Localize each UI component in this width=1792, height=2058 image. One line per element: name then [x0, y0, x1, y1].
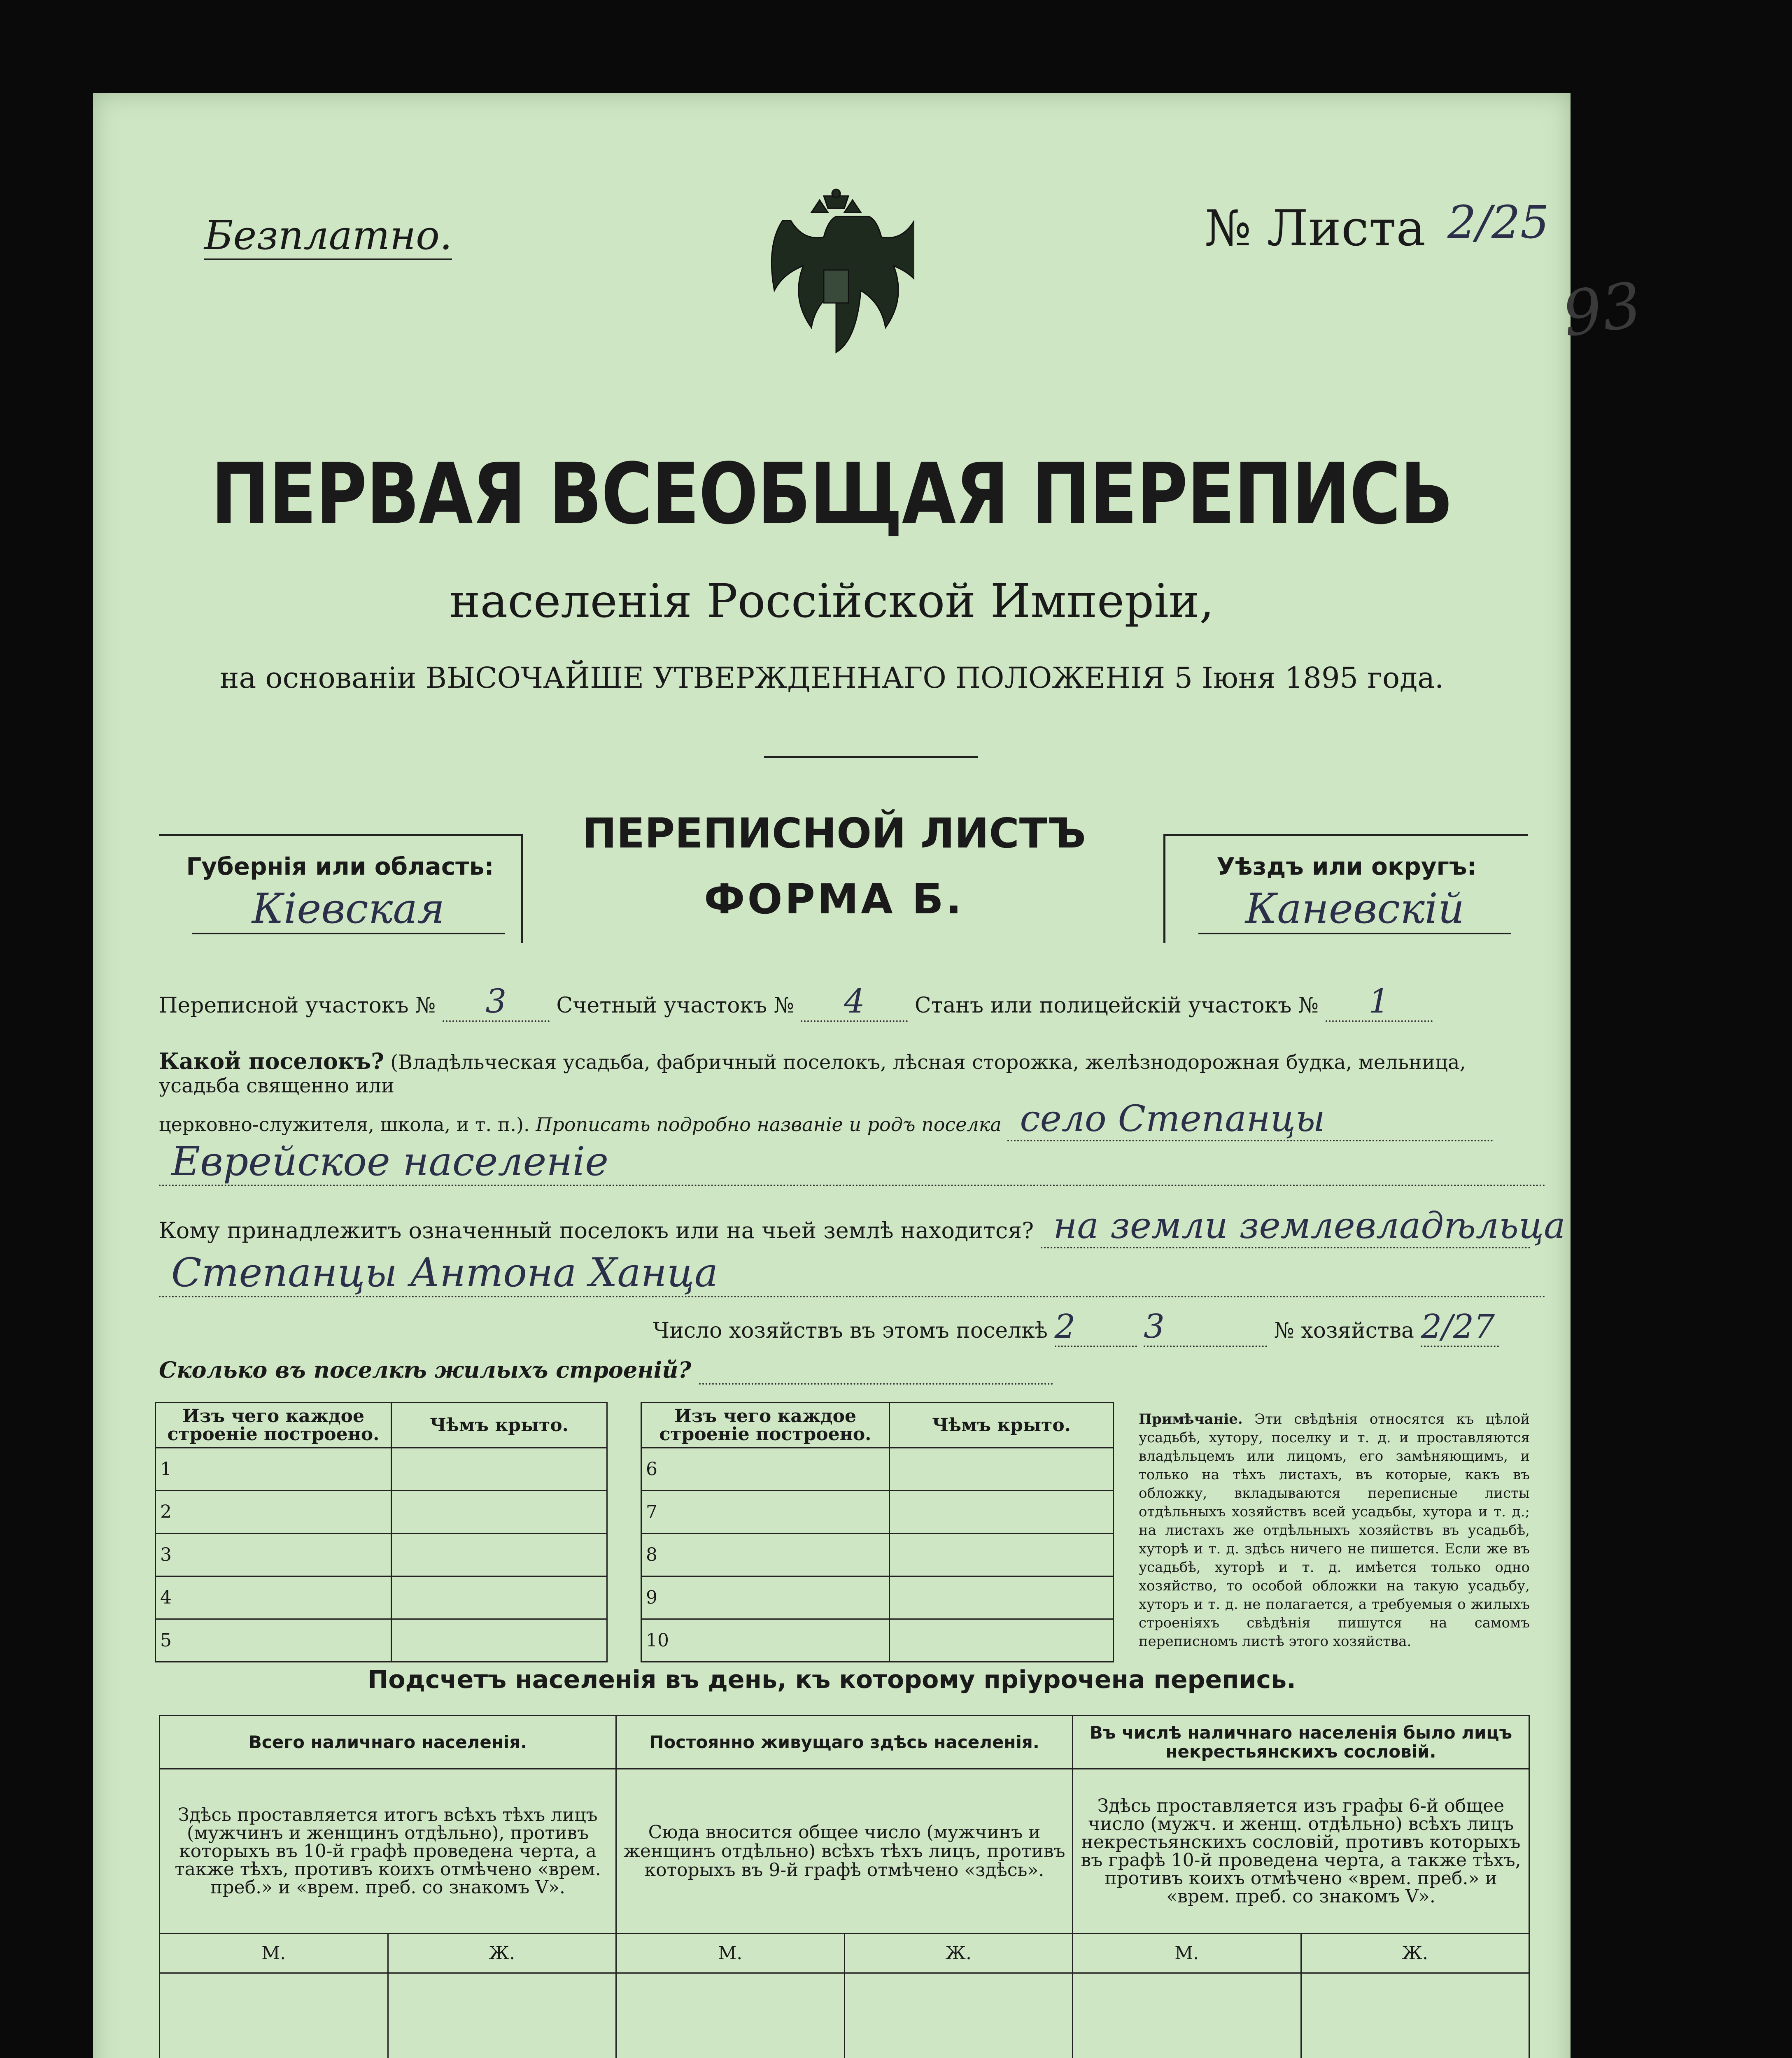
- owner-line: [159, 1204, 1566, 1248]
- col-roof: Чѣмъ крыто.: [391, 1403, 607, 1448]
- main-title: ПЕРВАЯ ВСЕОБЩАЯ ПЕРЕПИСЬ: [211, 445, 1453, 543]
- buildings-table-left: [155, 1402, 608, 1662]
- row-num: 10: [641, 1619, 890, 1662]
- household-no-label: № хозяйства: [1274, 1318, 1414, 1343]
- zh-header: Ж.: [1301, 1934, 1529, 1973]
- households-label: Число хозяйствъ въ этомъ поселкѣ: [653, 1318, 1048, 1343]
- household-no-value: 2/27: [1421, 1307, 1499, 1347]
- uezd-label: Уѣздъ или округъ:: [1216, 852, 1477, 880]
- note-text: Эти свѣдѣнія относятся къ цѣлой усадьбѣ, хутору, поселку и т. д. и проставляются владѣльцемъ или лицомъ, его замѣняющимъ, и только на тѣхъ листахъ, въ которые, какъ въ обложку, вкладываются переписные листы отдѣльныхъ хозяйствъ всей усадьбы, хутора и т. д.; на листахъ же отдѣльныхъ хозяйствъ въ усадьбѣ, хуторѣ и т. д. здѣсь ничего не пишется. Если же въ усадьбѣ, хуторѣ и т. д. имѣется только одно хозяйство, то особой обложки на такую усадьбу, хуторъ и т. д. не полагается, а требуемыя о жилыхъ строеніяхъ свѣдѣнія пишутся на самомъ переписномъ листѣ этого хозяйства.: [1139, 1411, 1530, 1650]
- col-roof: Чѣмъ крыто.: [890, 1403, 1114, 1448]
- poselok-question: [159, 1048, 1542, 1097]
- zh-header: Ж.: [844, 1934, 1073, 1973]
- sheet-number-value: 2/25: [1447, 196, 1550, 249]
- form-name: ПЕРЕПИСНОЙ ЛИСТЪ: [582, 809, 1086, 857]
- note-block: [1139, 1410, 1530, 1651]
- perepis-uch-label: Переписной участокъ №: [159, 993, 436, 1018]
- gubernia-label: Губернія или область:: [186, 852, 494, 880]
- free-label: Безплатно.: [204, 212, 452, 260]
- gubernia-box: [159, 834, 523, 943]
- row-num: 8: [641, 1534, 890, 1576]
- households-value: 2: [1055, 1307, 1137, 1347]
- census-sheet: [93, 93, 1646, 2058]
- note-label: Примѣчаніе.: [1139, 1411, 1243, 1427]
- divider: [764, 756, 978, 758]
- buildings-q: Сколько въ поселкѣ жилыхъ строеній?: [159, 1357, 692, 1383]
- count-cell: [1301, 1973, 1529, 2058]
- owner-value-2: Степанцы Антона Ханца: [159, 1250, 1546, 1297]
- sheet-number-label: № Листа: [1205, 200, 1426, 257]
- poselok-hint-line: [159, 1097, 1542, 1141]
- col-material: Изъ чего каждое строеніе построено.: [156, 1403, 391, 1448]
- row-num: 5: [156, 1619, 391, 1662]
- row-num: 2: [156, 1491, 391, 1534]
- pencil-number: 93: [1558, 269, 1646, 351]
- households-line: [653, 1307, 1499, 1347]
- poselok-value-2: Еврейское населеніе: [159, 1138, 1546, 1186]
- c2-head: Постоянно живущаго здѣсь населенія.: [616, 1716, 1073, 1769]
- uezd-box: [1163, 834, 1528, 943]
- buildings-table-right: [641, 1402, 1114, 1662]
- gubernia-value: Кіевская: [192, 885, 505, 934]
- c2-text: Сюда вносится общее число (мужчинъ и женщинъ отдѣльно) всѣхъ тѣхъ лицъ, противъ которыхъ въ 9-й графѣ отмѣчено «здѣсь».: [616, 1769, 1073, 1934]
- households-value-2: 3: [1144, 1307, 1267, 1347]
- zh-header: Ж.: [388, 1934, 616, 1973]
- row-num: 9: [641, 1576, 890, 1619]
- col-material: Изъ чего каждое строеніе построено.: [641, 1403, 890, 1448]
- row-num: 3: [156, 1534, 391, 1576]
- row-num: 7: [641, 1491, 890, 1534]
- buildings-line: [159, 1357, 1053, 1385]
- poselok-value-1: село Степанцы: [1007, 1097, 1493, 1141]
- row-num: 1: [156, 1448, 391, 1491]
- row-num: 6: [641, 1448, 890, 1491]
- stan-value: 1: [1326, 982, 1433, 1022]
- districts-line: [159, 982, 1526, 1019]
- m-header: М.: [1073, 1934, 1301, 1973]
- poselok-q: Какой поселокъ?: [159, 1048, 384, 1074]
- basis-line: на основаніи ВЫСОЧАЙШЕ УТВЕРЖДЕННАГО ПОЛОЖЕНІЯ 5 Іюня 1895 года.: [219, 661, 1444, 695]
- count-heading: Подсчетъ населенія въ день, къ которому пріурочена перепись.: [368, 1665, 1296, 1694]
- count-cell: [160, 1973, 388, 2058]
- stan-label: Станъ или полицейскій участокъ №: [914, 993, 1319, 1018]
- c1-text: Здѣсь проставляется итогъ всѣхъ тѣхъ лицъ (мужчинъ и женщинъ отдѣльно), противъ которыхъ въ 10-й графѣ проведена черта, а также тѣхъ, противъ коихъ отмѣчено «врем. преб.» и «врем. преб. со знакомъ V».: [160, 1769, 616, 1934]
- c3-head: Въ числѣ наличнаго населенія было лицъ некрестьянскихъ сословій.: [1073, 1716, 1529, 1769]
- count-cell: [844, 1973, 1073, 2058]
- poselok-instr: Прописать подробно названіе и родъ поселка: [536, 1113, 1002, 1136]
- uezd-value: Каневскій: [1198, 885, 1511, 934]
- c3-text: Здѣсь проставляется изъ графы 6-й общее число (мужч. и женщ. отдѣльно) всѣхъ лицъ некрестьянскихъ сословій, противъ которыхъ въ графѣ 10-й проведена черта, а также тѣхъ, противъ коихъ отмѣчено «врем. преб.» и «врем. преб. со знакомъ V».: [1073, 1769, 1529, 1934]
- subtitle: населенія Россійской Имперіи,: [449, 575, 1214, 628]
- count-cell: [1073, 1973, 1301, 2058]
- perepis-uch-value: 3: [443, 982, 550, 1022]
- owner-value-1: на земли землевладѣльца: [1041, 1204, 1531, 1248]
- form-variant: ФОРМА Б.: [704, 875, 964, 923]
- poselok-hint2: церковно-служителя, школа, и т. п.).: [159, 1113, 530, 1136]
- count-cell: [616, 1973, 845, 2058]
- row-num: 4: [156, 1576, 391, 1619]
- m-header: М.: [160, 1934, 388, 1973]
- poselok-hint: (Владѣльческая усадьба, фабричный поселокъ, лѣсная сторожка, желѣзнодорожная будка, мельница, усадьба священно или: [159, 1051, 1466, 1097]
- count-table: [159, 1715, 1530, 2058]
- imperial-eagle-icon: [758, 188, 914, 377]
- owner-q: Кому принадлежитъ означенный поселокъ или на чьей землѣ находится?: [159, 1218, 1034, 1243]
- c1-head: Всего наличнаго населенія.: [160, 1716, 616, 1769]
- m-header: М.: [616, 1934, 845, 1973]
- count-cell: [388, 1973, 616, 2058]
- schetny-value: 4: [801, 982, 908, 1022]
- schetny-label: Счетный участокъ №: [556, 993, 794, 1018]
